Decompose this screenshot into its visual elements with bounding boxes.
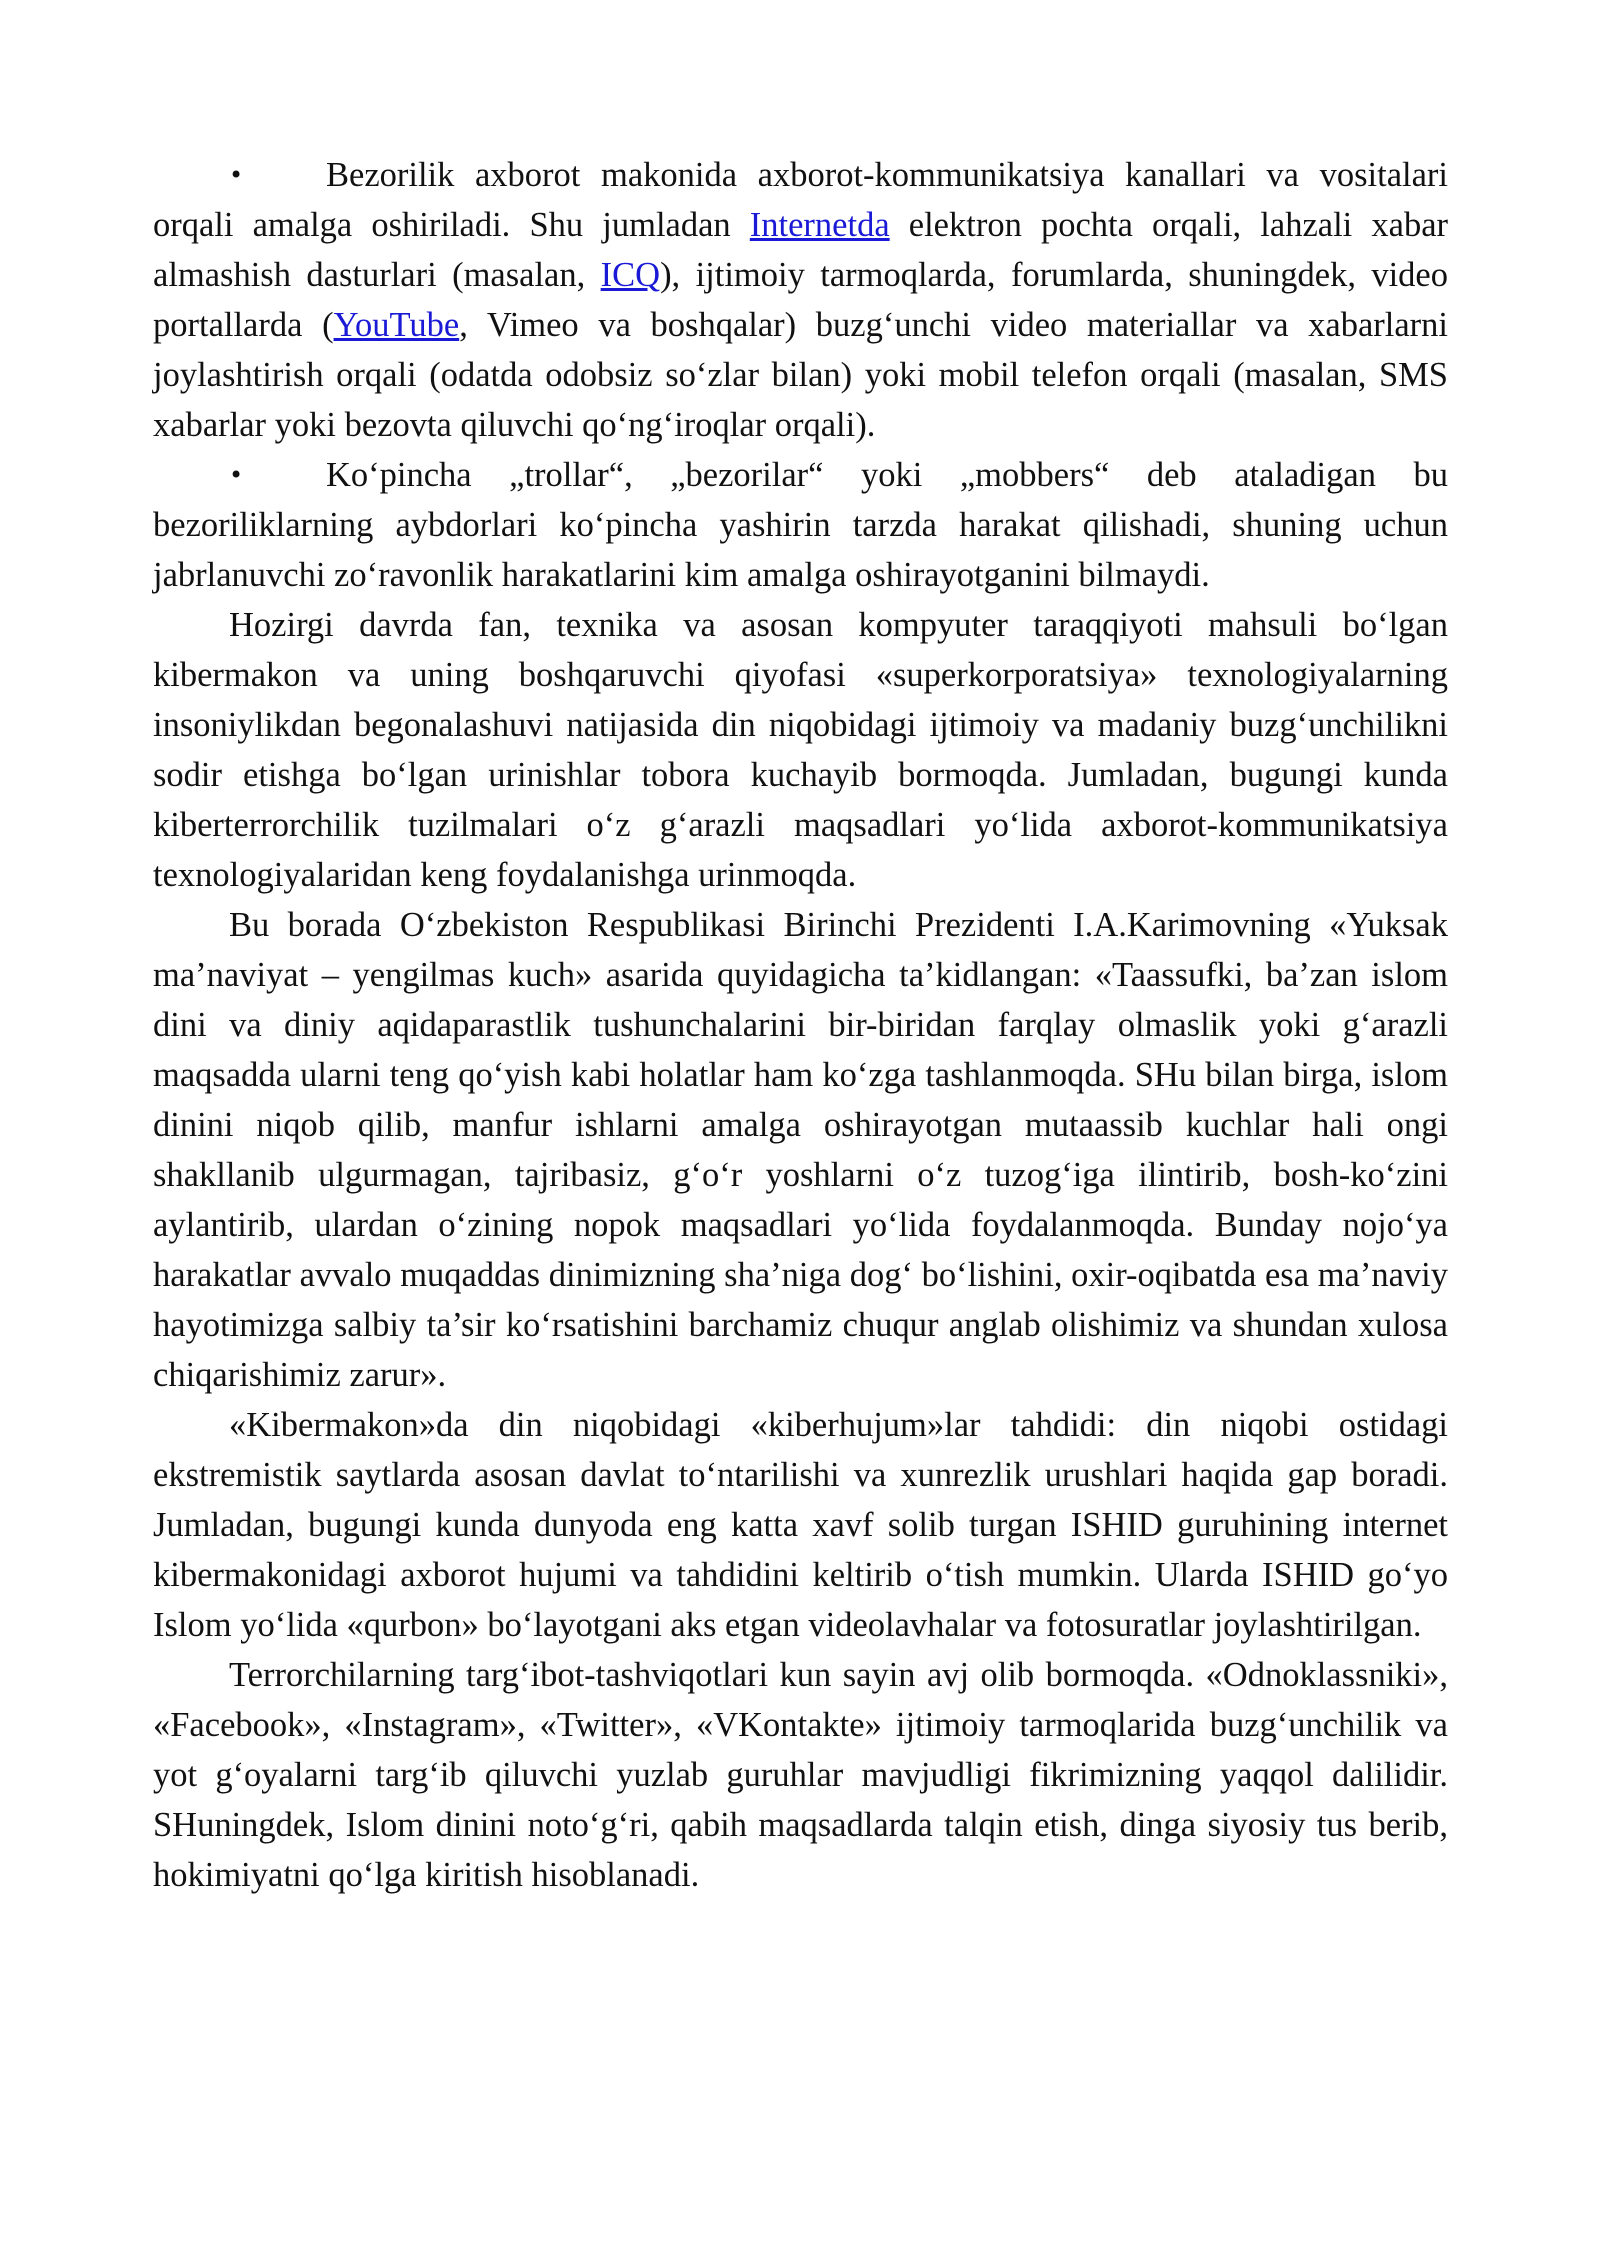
paragraph-3: «Kibermakon»da din niqobidagi «kiberhujum»lar tahdidi: din niqobi ostidagi ekstremistik saytlarda asosan davlat to‘ntarilishi va xunrezlik urushlari haqida gap boradi. Jumladan, bugungi kunda dunyoda eng katta xavf solib turgan ISHID guruhining internet kibermakonidagi axborot hujumi va tahdidini keltirib o‘tish mumkin. Ularda ISHID go‘yo Islom yo‘lida «qurbon» bo‘layotgani aks etgan videolavhalar va fotosuratlar joylashtirilgan. [153,1406,1448,1644]
paragraph-4: Terrorchilarning targ‘ibot-tashviqotlari kun sayin avj olib bormoqda. «Odnoklassniki», «Facebook», «Instagram», «Twitter», «VKontakte» ijtimoiy tarmoqlarida buzg‘unchilik va yot g‘oyalarni targ‘ib qiluvchi yuzlab guruhlar mavjudligi fikrimizning yaqqol dalilidir. SHuningdek, Islom dinini noto‘g‘ri, qabih maqsadlarda talqin etish, dinga siyosiy tus berib, hokimiyatni qo‘lga kiritish hisoblanadi. [153,1656,1448,1894]
link-internetda[interactable]: Internetda [749,206,890,244]
link-youtube[interactable]: YouTube [333,306,460,344]
paragraph-2: Bu borada O‘zbekiston Respublikasi Birinchi Prezidenti I.A.Karimovning «Yuksak ma’naviyat – yengilmas kuch» asarida quyidagicha ta’kidlangan: «Taassufki, ba’zan islom dini va diniy aqidaparastlik tushunchalarini bir-biridan farqlay olmaslik yoki g‘arazli maqsadda ularni teng qo‘yish kabi holatlar ham ko‘zga tashlanmoqda. SHu bilan birga, islom dinini niqob qilib, manfur ishlarni amalga oshirayotgan mutaassib kuchlar hali ongi shakllanib ulgurmagan, tajribasiz, g‘o‘r yoshlarni o‘z tuzog‘iga ilintirib, bosh-ko‘zini aylantirib, ulardan o‘zining nopok maqsadlari yo‘lida foydalanmoqda. Bunday nojo‘ya harakatlar avvalo muqaddas dinimizning sha’niga dog‘ bo‘lishini, oxir-oqibatda esa ma’naviy hayotimizga salbiy ta’sir ko‘rsatishini barchamiz chuqur anglab olishimiz va shundan xulosa chiqarishimiz zarur». [153,906,1448,1394]
bullet-paragraph-2 [153,450,1448,600]
document-page [153,150,1448,1900]
bullet-2-text: Ko‘pincha „trollar“, „bezorilar“ yoki „mobbers“ deb ataladigan bu bezoriliklarning aybdorlari ko‘pincha yashirin tarzda harakat qilishadi, shuning uchun jabrlanuvchi zo‘ravonlik harakatlarini kim amalga oshirayotganini bilmaydi. [153,456,1448,594]
bullet-icon: • [229,461,244,489]
bullet-1-text-b: elektron pochta orqali, lahzali xabar almashish dasturlari (masalan, [153,206,1448,294]
paragraph-1: Hozirgi davrda fan, texnika va asosan kompyuter taraqqiyoti mahsuli bo‘lgan kibermakon va uning boshqaruvchi qiyofasi «superkorporatsiya» texnologiyalarning insoniylikdan begonalashuvi natijasida din niqobidagi ijtimoiy va madaniy buzg‘unchilikni sodir etishga bo‘lgan urinishlar tobora kuchayib bormoqda. Jumladan, bugungi kunda kiberterrorchilik tuzilmalari o‘z g‘arazli maqsadlari yo‘lida axborot-kommunikatsiya texnologiyalaridan keng foydalanishga urinmoqda. [153,606,1448,894]
bullet-1-text-c: ), ijtimoiy tarmoqlarda, forumlarda, shuningdek, video portallarda ( [153,256,1448,344]
bullet-icon: • [229,161,244,189]
link-icq[interactable]: ICQ [600,256,661,294]
bullet-paragraph-1 [153,150,1448,450]
bullet-1-text-a: Bezorilik axborot makonida axborot-kommunikatsiya kanallari va vositalari orqali amalga oshiriladi. Shu jumladan [153,156,1448,244]
bullet-1-text-d: , Vimeo va boshqalar) buzg‘unchi video materiallar va xabarlarni joylashtirish orqali (odatda odobsiz so‘zlar bilan) yoki mobil telefon orqali (masalan, SMS xabarlar yoki bezovta qiluvchi qo‘ng‘iroqlar orqali). [153,306,1448,444]
